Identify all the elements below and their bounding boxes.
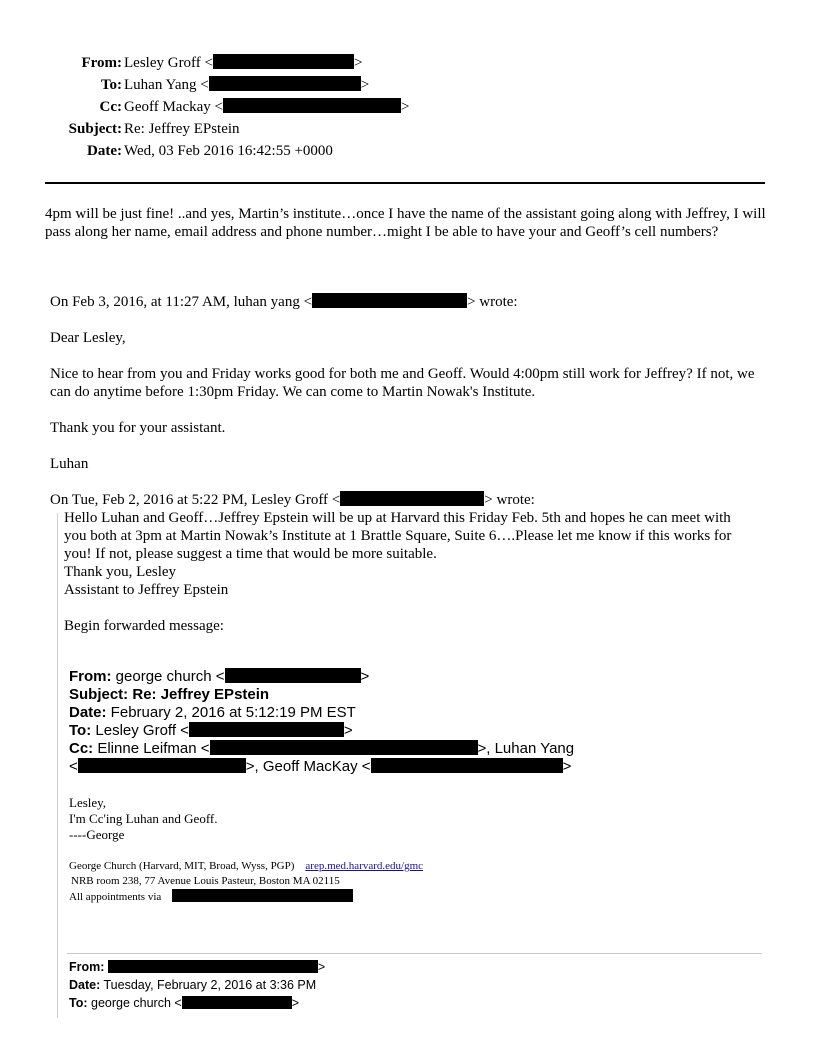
bracket: > (317, 960, 326, 974)
redaction-block (371, 758, 563, 773)
fwd-subject-value: Re: Jeffrey EPstein (128, 686, 270, 703)
fwd-cc-geoff: >, Geoff MacKay < (245, 758, 371, 775)
signature-address: NRB room 238, 77 Avenue Louis Pasteur, Boston MA 02115 (71, 875, 340, 887)
fwd-cc-label: Cc: (69, 740, 94, 757)
quote2-attribution (50, 491, 535, 509)
earlier-to-name: george church < (87, 996, 182, 1010)
earlier-date (69, 976, 316, 994)
redaction-block (340, 491, 484, 506)
redaction-block (78, 758, 246, 773)
fwd-to-label: To: (69, 722, 92, 739)
quote1-attribution (50, 293, 518, 311)
earlier-date-label: Date: (69, 978, 101, 992)
appointments-label: All appointments via (69, 891, 162, 903)
header-divider (45, 182, 765, 184)
george-line2: I'm Cc'ing Luhan and Geoff. (69, 811, 218, 826)
redaction-block (213, 54, 354, 69)
quote1-signoff: Luhan (50, 456, 89, 472)
redaction-block (108, 960, 318, 973)
attribution-end: > wrote: (467, 294, 518, 310)
fwd-date-label: Date: (69, 704, 107, 721)
from-label: From: (81, 55, 122, 71)
attribution-text: On Tue, Feb 2, 2016 at 5:22 PM, Lesley Groff < (50, 492, 341, 508)
george-line3: ----George (69, 827, 125, 842)
earlier-to (69, 994, 299, 1012)
message-separator (67, 953, 762, 954)
redaction-block (209, 76, 361, 91)
fwd-to (69, 722, 353, 740)
redaction-block (312, 293, 467, 308)
quote1-thanks: Thank you for your assistant. (50, 420, 226, 436)
to-name: Luhan Yang < (124, 77, 209, 93)
cc-label: Cc: (99, 99, 122, 115)
fwd-date-value: February 2, 2016 at 5:12:19 PM EST (106, 704, 356, 721)
bracket: > (354, 55, 363, 71)
fwd-from (69, 668, 369, 686)
bracket: > (360, 668, 370, 685)
redaction-block (225, 668, 361, 683)
quote1-greeting: Dear Lesley, (50, 330, 126, 346)
quote1-body: Nice to hear from you and Friday works good for both me and Geoff. Would 4:00pm still work for Jeffrey? If not, we can do anytime before 1:30pm Friday. We can come to Martin Nowak's Institute. (50, 366, 755, 400)
fwd-cc (69, 740, 574, 758)
begin-forwarded: Begin forwarded message: (64, 618, 224, 634)
attribution-end: > wrote: (484, 492, 535, 508)
fwd-to-name: Lesley Groff < (91, 722, 189, 739)
signature-link[interactable]: arep.med.harvard.edu/gmc (305, 860, 424, 872)
to-label: To: (100, 77, 122, 93)
redaction-block (182, 996, 292, 1009)
signature-name-line (69, 859, 423, 874)
attribution-text: On Feb 3, 2016, at 11:27 AM, luhan yang < (50, 294, 313, 310)
earlier-from-label: From: (69, 960, 105, 974)
quote2-body: Hello Luhan and Geoff…Jeffrey Epstein will be up at Harvard this Friday Feb. 5th and hopes he can meet with you both at 3pm at Martin Nowak’s Institute at 1 Brattle Square, Suite 6….Please let me know if this works for you! If not, please suggest a time that would be more suitable. (64, 510, 732, 562)
fwd-cc-luhan: >, Luhan Yang (477, 740, 575, 757)
fwd-subject (69, 686, 269, 704)
bracket: > (291, 996, 299, 1010)
from-name: Lesley Groff < (124, 55, 213, 71)
bracket: > (343, 722, 353, 739)
to-value (124, 74, 369, 96)
redaction-block (223, 98, 401, 113)
signature-name: George Church (Harvard, MIT, Broad, Wyss, PGP) (69, 860, 295, 872)
bracket: > (360, 77, 370, 93)
quote-bar (57, 513, 58, 1018)
signature-appointments (69, 889, 353, 905)
fwd-date (69, 704, 356, 722)
redaction-block (210, 740, 478, 755)
earlier-to-label: To: (69, 996, 88, 1010)
redaction-block (172, 889, 353, 902)
subject-label: Subject: (68, 121, 122, 137)
date-label: Date: (87, 143, 122, 159)
fwd-subject-label: Subject: (69, 686, 129, 703)
cc-name: Geoff Mackay < (124, 99, 223, 115)
george-line1: Lesley, (69, 795, 107, 810)
date-value: Wed, 03 Feb 2016 16:42:55 +0000 (124, 143, 333, 159)
quote2-title: Assistant to Jeffrey Epstein (64, 582, 229, 598)
quote2-thanks: Thank you, Lesley (64, 564, 177, 580)
subject-value: Re: Jeffrey EPstein (124, 121, 240, 137)
bracket: > (562, 758, 572, 775)
earlier-date-value: Tuesday, February 2, 2016 at 3:36 PM (100, 978, 317, 992)
from-value (124, 52, 362, 74)
fwd-from-name: george church < (111, 668, 225, 685)
redaction-block (189, 722, 344, 737)
reply-text: 4pm will be just fine! ..and yes, Martin’s institute…once I have the name of the assistant going along with Jeffrey, I will pass along her name, email address and phone number…might I be able to have your and Geoff’s cell numbers? (45, 206, 766, 240)
bracket: < (69, 758, 78, 775)
fwd-cc-cont (69, 758, 571, 776)
fwd-from-label: From: (69, 668, 112, 685)
fwd-cc-name: Elinne Leifman < (93, 740, 210, 757)
cc-value (124, 96, 409, 118)
earlier-from (69, 958, 325, 976)
bracket: > (400, 99, 410, 115)
